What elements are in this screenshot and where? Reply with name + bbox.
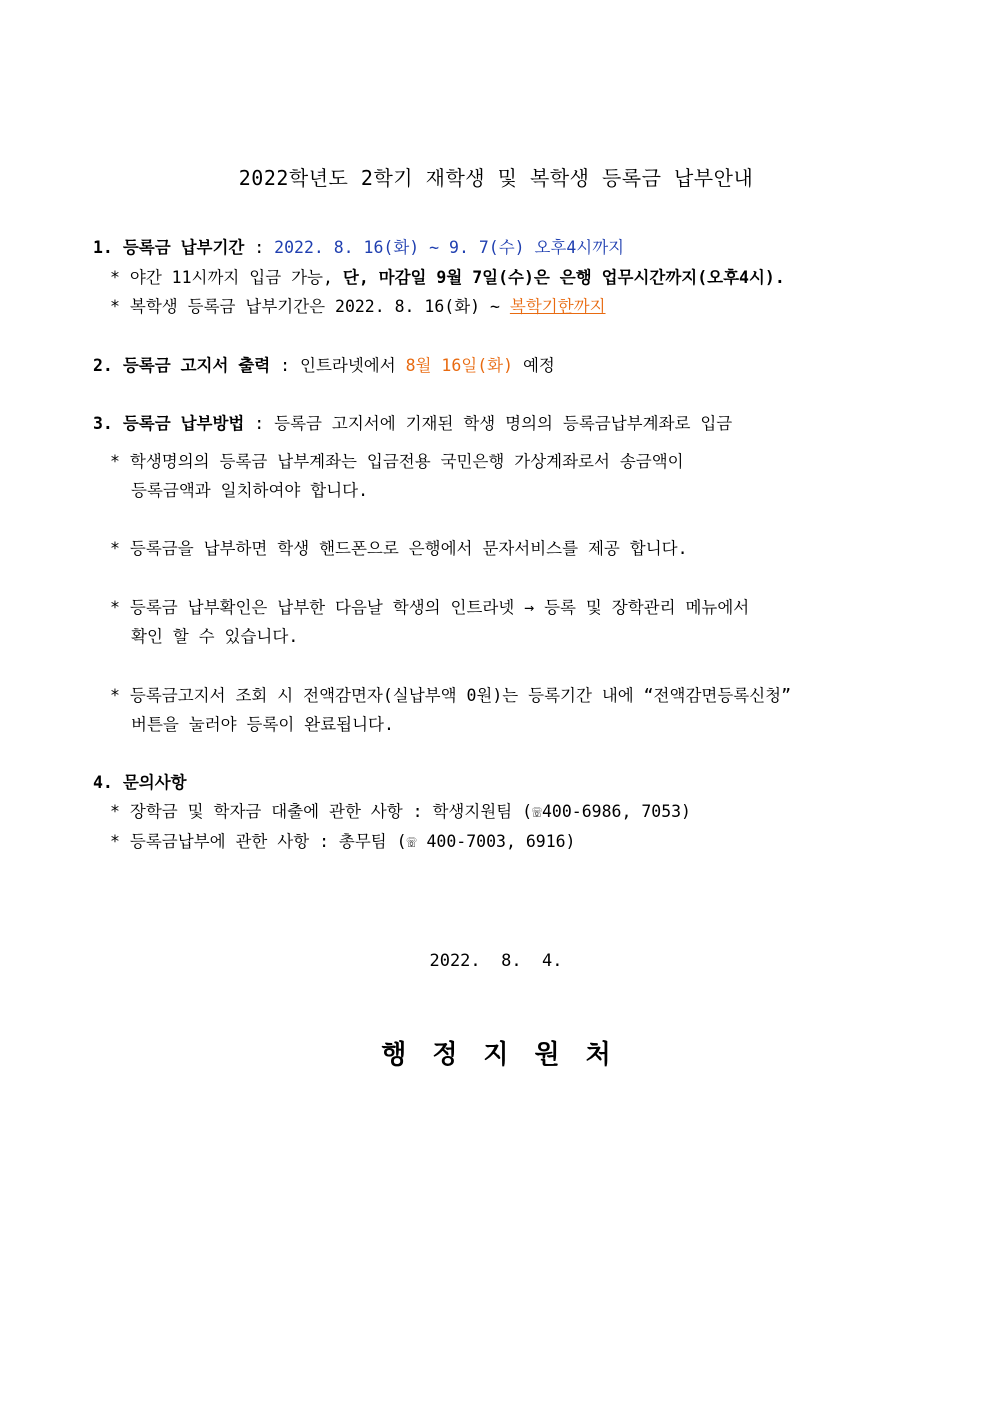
section-3-note-4-line-1 (110, 684, 791, 708)
section-3-number: 3. (93, 414, 113, 433)
section-3-note-1-line-2: 등록금액과 일치하여야 합니다. (131, 481, 369, 500)
document-date: 2022. 8. 4. (429, 951, 563, 971)
section-3-header (93, 412, 732, 436)
section-3-note-3-line-1 (110, 596, 749, 620)
section-2-header (93, 354, 555, 378)
section-2-date: 8월 16일(화) (405, 356, 514, 375)
bullet: * (110, 539, 120, 558)
note-text: 등록금 납부확인은 납부한 다음날 학생의 인트라넷 → 등록 및 장학관리 메뉴에서 (129, 598, 750, 617)
section-3-content: 등록금 고지서에 기재된 학생 명의의 등록금납부계좌로 입금 (274, 414, 733, 433)
note-text: 장학금 및 학자금 대출에 관한 사항 : 학생지원팀 (☏400-6986, 7053) (129, 802, 691, 821)
section-3-heading: 등록금 납부방법 (122, 414, 245, 433)
section-3-note-3-line-2: 확인 할 수 있습니다. (131, 627, 299, 646)
bullet: * (110, 802, 120, 821)
note-text: 등록금을 납부하면 학생 핸드폰으로 은행에서 문자서비스를 제공 합니다. (129, 539, 688, 558)
bullet: * (110, 452, 120, 471)
section-2-prefix: 인트라넷에서 (300, 356, 406, 375)
section-2-heading: 등록금 고지서 출력 (122, 356, 271, 375)
note-bold-text: 단, 마감일 9월 7일(수)은 은행 업무시간까지(오후4시). (342, 268, 785, 287)
section-4-note-1 (110, 800, 691, 824)
section-4-number: 4. (93, 773, 113, 792)
section-1-period: 2022. 8. 16(화) ~ 9. 7(수) 오후4시까지 (274, 238, 625, 257)
section-1-number: 1. (93, 238, 113, 257)
section-4-heading: 문의사항 (122, 773, 187, 792)
note-text: 등록금납부에 관한 사항 : 총무팀 (☏ 400-7003, 6916) (129, 832, 576, 851)
section-4-header (93, 771, 187, 795)
note-text: 등록금고지서 조회 시 전액감면자(실납부액 0원)는 등록기간 내에 “전액감면등록신청” (129, 686, 792, 705)
note-text: 학생명의의 등록금 납부계좌는 입금전용 국민은행 가상계좌로서 송금액이 (129, 452, 684, 471)
section-2-suffix: 예정 (513, 356, 555, 375)
section-2-separator: : (270, 356, 301, 375)
section-1-separator: : (244, 238, 275, 257)
section-1-note-2 (110, 295, 606, 319)
section-3-note-4-line-2: 버튼을 눌러야 등록이 완료됩니다. (131, 715, 394, 734)
issuing-office: 행정지원처 (381, 1040, 637, 1070)
section-3-note-2 (110, 537, 688, 561)
return-deadline-text: 복학기한까지 (509, 297, 606, 316)
section-2-number: 2. (93, 356, 113, 375)
bullet: * (110, 832, 120, 851)
bullet: * (110, 297, 120, 316)
bullet: * (110, 686, 120, 705)
document-title: 2022학년도 2학기 재학생 및 복학생 등록금 납부안내 (238, 166, 754, 190)
bullet: * (110, 598, 120, 617)
note-plain-text: 복학생 등록금 납부기간은 2022. 8. 16(화) ~ (129, 297, 510, 316)
section-1-note-1 (110, 266, 785, 290)
section-1-header (93, 236, 624, 260)
bullet: * (110, 268, 120, 287)
section-3-note-1-line-1 (110, 450, 684, 474)
section-4-note-2 (110, 830, 576, 854)
note-plain-text: 야간 11시까지 입금 가능, (129, 268, 343, 287)
section-1-heading: 등록금 납부기간 (122, 238, 245, 257)
section-3-separator: : (244, 414, 275, 433)
